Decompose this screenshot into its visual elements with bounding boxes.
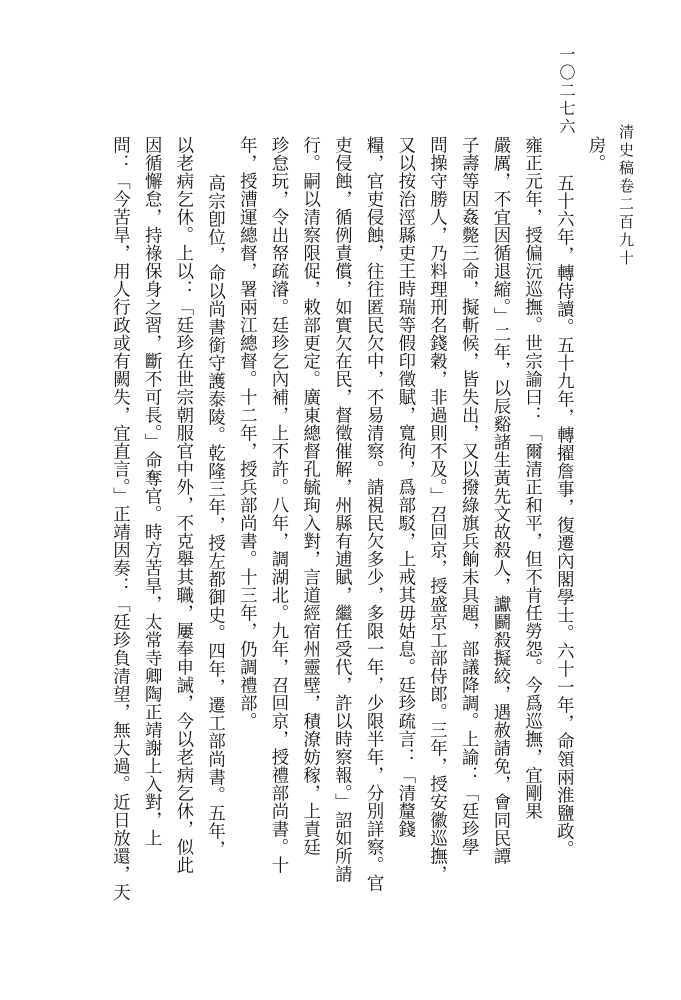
- text-column: 又以按治涇縣吏王時瑞等假印徵賦，寬徇，爲部駁，上戒其毋姑息。廷珍疏言：「清釐錢: [394, 136, 415, 838]
- body-text: [70, 136, 610, 936]
- text-column: 吏侵蝕，循例責償，如實欠在民，督徵催解，州縣有逋賦，繼任受代，許以時察報。」詔如所請: [331, 136, 352, 884]
- text-column: 子壽等因姦斃三命，擬斬候，皆失出，又以撥綠旗兵餉未具題，部議降調。上諭：「廷珍學: [458, 136, 479, 856]
- page-number: 一〇二七六: [557, 46, 576, 136]
- text-column: 雍正元年，授偏沅巡撫。世宗諭曰：「爾清正和平，但不肯任勞怨。今爲巡撫，宜剛果: [521, 136, 542, 820]
- text-column: 以老病乞休。上以：「廷珍在世宗朝服官中外，不克舉其職，屢奉申誡，今以老病乞休，似此: [172, 136, 193, 874]
- text-column: 年，授漕運總督，署兩江總督。十二年，授兵部尚書。十三年，仍調禮部。: [236, 136, 257, 730]
- text-column: 行。嗣以清察限促，敕部更定。廣東總督孔毓珣入對，言道經宿州靈壁，積潦妨稼，上責廷: [299, 136, 320, 856]
- text-column: 珍怠玩，令出帑疏濬。廷珍乞內補，上不許。八年，調湖北。九年，召回京，授禮部尚書。十: [267, 136, 288, 874]
- running-head: 清史稿卷二百九十: [617, 124, 635, 268]
- text-column: 問：「今苦旱，用人行政或有闕失，宜直言。」正靖因奏：「廷珍負清望，無大過。近日放還，天: [109, 136, 130, 902]
- text-column: 糧，官吏侵蝕，往往匿民欠中，不易清察。請視民欠多少，多限一年，少限半年，分別詳察。官: [363, 136, 384, 892]
- text-column: 高宗卽位，命以尚書銜守護泰陵。乾隆三年，授左都御史。四年，遷工部尚書。五年，: [204, 174, 225, 858]
- text-column: 嚴厲，不宜因循退縮。」二年，以辰谿諸生黃先文故殺人，讞鬬殺擬絞，遇赦請免，會同民譚: [489, 136, 510, 866]
- text-column: 問操守勝人，乃料理刑名錢穀，非過則不及。」召回京，授盛京工部侍郎。三年，授安徽巡撫，: [426, 136, 447, 884]
- text-column: 房。: [585, 136, 605, 172]
- text-column: 五十六年，轉侍讀。五十九年，轉擢詹事，復遷內閣學士。六十一年，命領兩淮鹽政。: [553, 174, 574, 858]
- text-column: 因循懈怠，持祿保身之習，斷不可長。」命奪官。時方苦旱，太常寺卿陶正靖謝上入對，上: [141, 136, 162, 848]
